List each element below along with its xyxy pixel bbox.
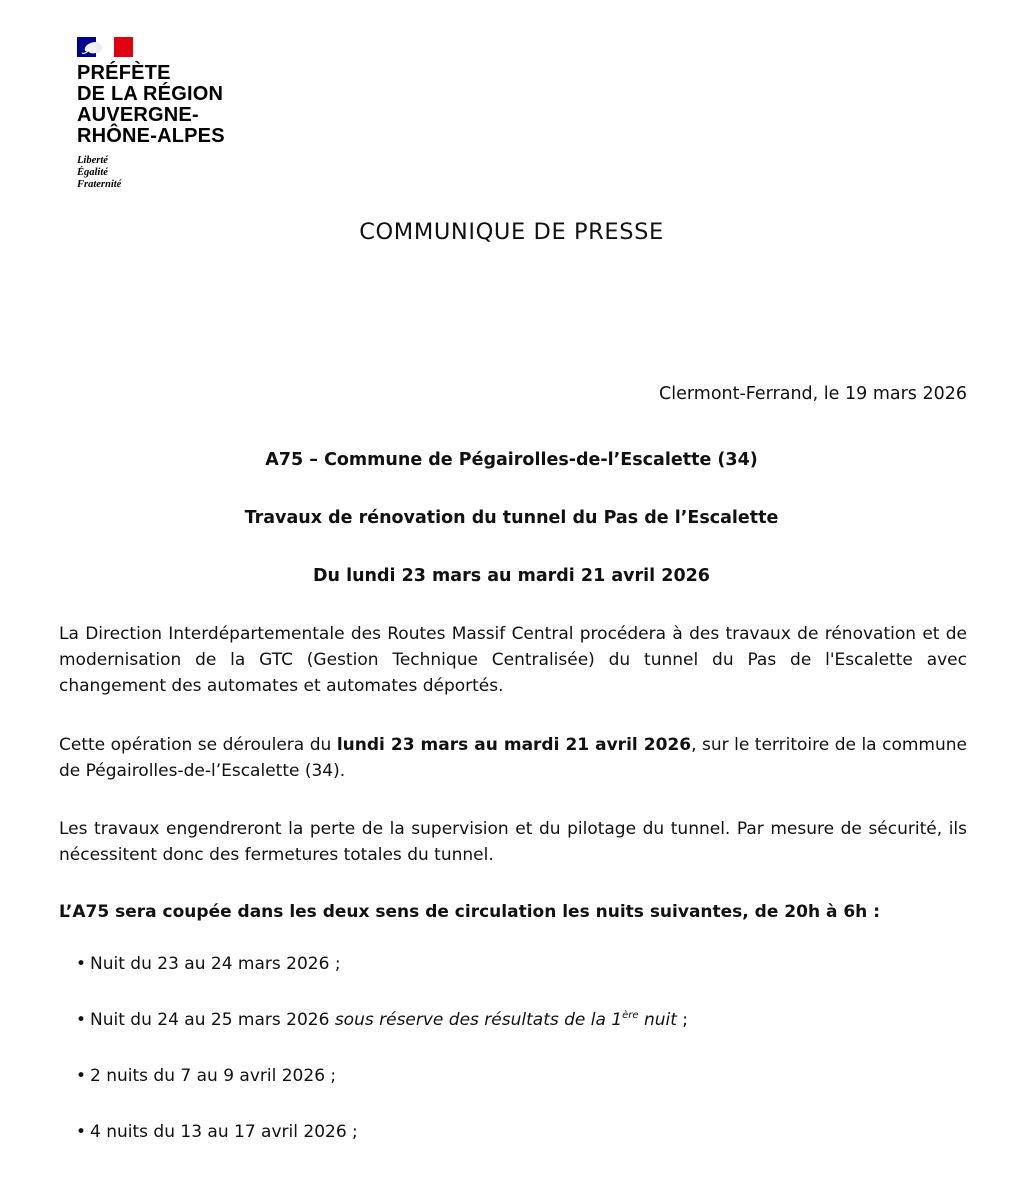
closure-announcement: L’A75 sera coupée dans les deux sens de circulation les nuits suivantes, de 20h à 6h : — [59, 902, 881, 922]
list-item — [76, 1066, 688, 1122]
p2-bold-dates: lundi 23 mars au mardi 21 avril 2026 — [336, 735, 692, 755]
reserve-note-text: sous réserve des résultats de la 1 — [334, 1010, 623, 1030]
bullet-icon: • — [76, 1010, 87, 1030]
list-item-text: Nuit du 24 au 25 mars 2026 — [90, 1010, 335, 1030]
motto-line: Égalité — [77, 167, 108, 178]
heading-location: A75 – Commune de Pégairolles-de-l’Escalette (34) — [265, 450, 758, 470]
org-line: DE LA RÉGION — [77, 83, 224, 105]
list-item-reserve-note — [335, 1010, 677, 1030]
motto-line: Fraternité — [77, 179, 122, 190]
paragraph-safety: Les travaux engendreront la perte de la supervision et du pilotage du tunnel. Par mesure de sécurité, ils nécessitent donc des fermetures totales du tunnel. — [59, 819, 967, 865]
p2-text-after: , sur le territoire de la commune de Pégairolles-de-l’Escalette (34). — [59, 735, 967, 781]
list-item-text: 2 nuits du 7 au 9 avril 2026 ; — [90, 1066, 337, 1086]
ordinal-suffix: ère — [622, 1010, 639, 1021]
org-line: RHÔNE-ALPES — [77, 125, 225, 147]
motto-line: Liberté — [77, 155, 108, 166]
closure-nights-list — [76, 954, 688, 1178]
republic-motto — [77, 155, 337, 191]
bullet-icon: • — [76, 1122, 87, 1142]
paragraph-period — [59, 732, 967, 784]
bullet-icon: • — [76, 1066, 87, 1086]
prefecture-logo-block — [77, 37, 337, 191]
list-item — [76, 954, 688, 1010]
heading-subject: Travaux de rénovation du tunnel du Pas de l’Escalette — [244, 508, 779, 528]
list-item-text: 4 nuits du 13 au 17 avril 2026 ; — [90, 1122, 358, 1142]
heading-dates: Du lundi 23 mars au mardi 21 avril 2026 — [313, 566, 710, 586]
marianne-logo-icon — [77, 37, 133, 57]
logo-white-band — [96, 37, 114, 57]
list-item — [76, 1010, 688, 1066]
document-type-title: COMMUNIQUE DE PRESSE — [359, 219, 664, 245]
logo-blue-band — [77, 37, 96, 57]
list-item-end: ; — [676, 1010, 689, 1030]
org-line: PRÉFÈTE — [77, 62, 171, 84]
list-item-text: Nuit du 23 au 24 mars 2026 ; — [90, 954, 341, 974]
reserve-note-end: nuit — [638, 1010, 677, 1030]
date-line: Clermont-Ferrand, le 19 mars 2026 — [659, 384, 967, 404]
p2-text-before: Cette opération se déroulera du — [59, 735, 337, 755]
logo-red-band — [114, 37, 133, 57]
bullet-icon: • — [76, 954, 87, 974]
organization-name — [77, 63, 337, 147]
org-line: AUVERGNE- — [77, 104, 199, 126]
paragraph-intro: La Direction Interdépartementale des Routes Massif Central procédera à des travaux de rénovation et de modernisation de la GTC (Gestion Technique Centralisée) du tunnel du Pas de l'Escalette avec changement des automates et automates déportés. — [59, 624, 967, 696]
list-item — [76, 1122, 688, 1178]
